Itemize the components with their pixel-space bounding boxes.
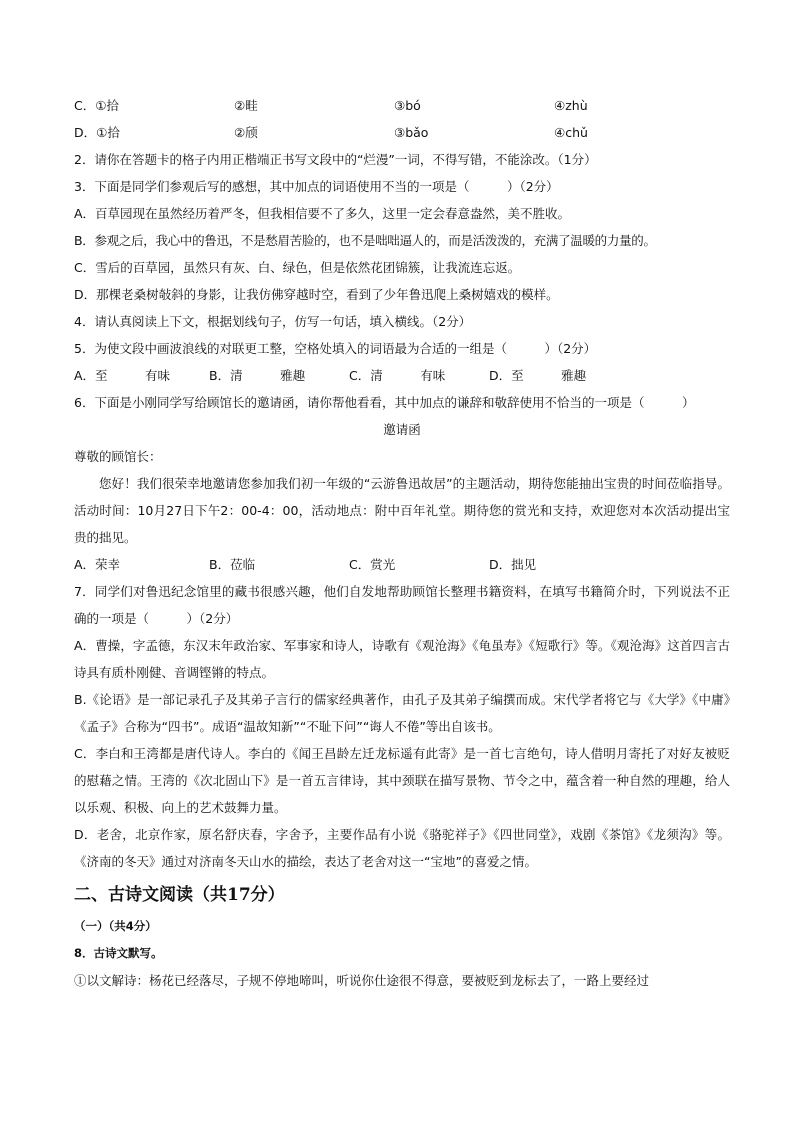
q5-option-c: C．清 有味 bbox=[349, 368, 446, 383]
q5-option-b: B．清 雅趣 bbox=[209, 368, 306, 383]
q2-stem: 2．请你在答题卡的格子内用正楷端正书写文段中的“烂漫”一词，不得写错，不能涂改。（1分） bbox=[74, 152, 597, 167]
q1-d-3: ③bǎo bbox=[394, 125, 429, 140]
q8-title: 8．古诗文默写。 bbox=[74, 946, 163, 960]
q1-option-c-row bbox=[74, 92, 730, 119]
q3-option-a: A．百草园现在虽然经历着严冬，但我相信要不了多久，这里一定会春意盎然，美不胜收。 bbox=[74, 206, 571, 221]
q6-options-row bbox=[74, 551, 730, 578]
letter-salutation: 尊敬的顾馆长： bbox=[74, 449, 162, 464]
q3-option-b: B．参观之后，我心中的鲁迅，不是愁眉苦脸的，也不是咄咄逼人的，而是活泼泼的，充满了温暖的力量的。 bbox=[74, 233, 656, 248]
q1-d-2: ②颀 bbox=[234, 125, 258, 140]
q4-stem: 4．请认真阅读上下文，根据划线句子，仿写一句话，填入横线。（2分） bbox=[74, 314, 472, 329]
q6-stem: 6．下面是小刚同学写给顾馆长的邀请函，请你帮他看看，其中加点的谦辞和敬辞使用不恰当的一项是（ ） bbox=[74, 395, 695, 410]
section-2-title: 二、古诗文阅读（共17分） bbox=[74, 885, 285, 905]
q7-option-a: A．曹操，字孟德，东汉末年政治家、军事家和诗人，诗歌有《观沧海》《龟虽寿》《短歌行》等。《观沧海》这首四言古诗具有质朴刚健、音调铿锵的特点。 bbox=[74, 638, 730, 680]
q8-item-1: ①以文解诗：杨花已经落尽，子规不停地啼叫，听说你仕途很不得意，要被贬到龙标去了，一路上要经过 bbox=[74, 973, 650, 988]
q3-option-c: C．雪后的百草园，虽然只有灰、白、绿色，但是依然花团锦簇，让我流连忘返。 bbox=[74, 260, 521, 275]
page-content bbox=[74, 92, 730, 994]
q5-option-d: D．至 雅趣 bbox=[489, 368, 587, 383]
q5-option-a: A．至 有味 bbox=[74, 368, 171, 383]
q1-c-2: ②畦 bbox=[234, 98, 258, 113]
letter-body: 您好！我们很荣幸地邀请您参加我们初一年级的“云游鲁迅故居”的主题活动，期待您能抽出宝贵的时间莅临指导。活动时间：10月27日下午2：00-4：00，活动地点：附中百年礼堂。期待您的赏光和支持，欢迎您对本次活动提出宝贵的拙见。 bbox=[74, 476, 730, 545]
q1-d-1: D．①拾 bbox=[74, 125, 120, 140]
q6-option-a: A．荣幸 bbox=[74, 557, 121, 572]
q5-options-row bbox=[74, 362, 730, 389]
q7-stem: 7．同学们对鲁迅纪念馆里的藏书很感兴趣，他们自发地帮助顾馆长整理书籍资料，在填写书籍简介时，下列说法不正确的一项是（ ）（2分） bbox=[74, 584, 730, 626]
q1-option-d-row bbox=[74, 119, 730, 146]
q1-c-1: C．①拾 bbox=[74, 98, 119, 113]
section-2-part-1: （一）（共4分） bbox=[74, 919, 157, 933]
letter-title: 邀请函 bbox=[383, 422, 421, 437]
q3-stem: 3．下面是同学们参观后写的感想，其中加点的词语使用不当的一项是（ ）（2分） bbox=[74, 179, 559, 194]
q6-option-d: D．拙见 bbox=[489, 557, 537, 572]
q6-option-c: C．赏光 bbox=[349, 557, 396, 572]
q7-option-d: D．老舍，北京作家，原名舒庆春，字舍予，主要作品有小说《骆驼祥子》《四世同堂》，戏剧《茶馆》《龙须沟》等。《济南的冬天》通过对济南冬天山水的描绘，表达了老舍对这一“宝地”的喜爱之情。 bbox=[74, 827, 730, 869]
q5-stem: 5．为使文段中画波浪线的对联更工整，空格处填入的词语最为合适的一组是（ ）（2分） bbox=[74, 341, 597, 356]
q1-d-4: ④chǔ bbox=[554, 125, 588, 140]
q7-option-b: B.《论语》是一部记录孔子及其弟子言行的儒家经典著作，由孔子及其弟子编撰而成。宋代学者将它与《大学》《中庸》《孟子》合称为“四书”。成语“温故知新”“不耻下问”“诲人不倦”等出自该书。 bbox=[74, 692, 730, 734]
q3-option-d: D．那棵老桑树敧斜的身影，让我仿佛穿越时空，看到了少年鲁迅爬上桑树嬉戏的模样。 bbox=[74, 287, 559, 302]
q1-c-3: ③bó bbox=[394, 98, 421, 113]
q1-c-4: ④zhù bbox=[554, 98, 588, 113]
q7-option-c: C．李白和王湾都是唐代诗人。李白的《闻王昌龄左迁龙标遥有此寄》是一首七言绝句，诗人借明月寄托了对好友被贬的慰藉之情。王湾的《次北固山下》是一首五言律诗，其中颈联在描写景物、节令之中，蕴含着一种自然的理趣，给人以乐观、积极、向上的艺术鼓舞力量。 bbox=[74, 746, 730, 815]
q6-option-b: B．莅临 bbox=[209, 557, 256, 572]
